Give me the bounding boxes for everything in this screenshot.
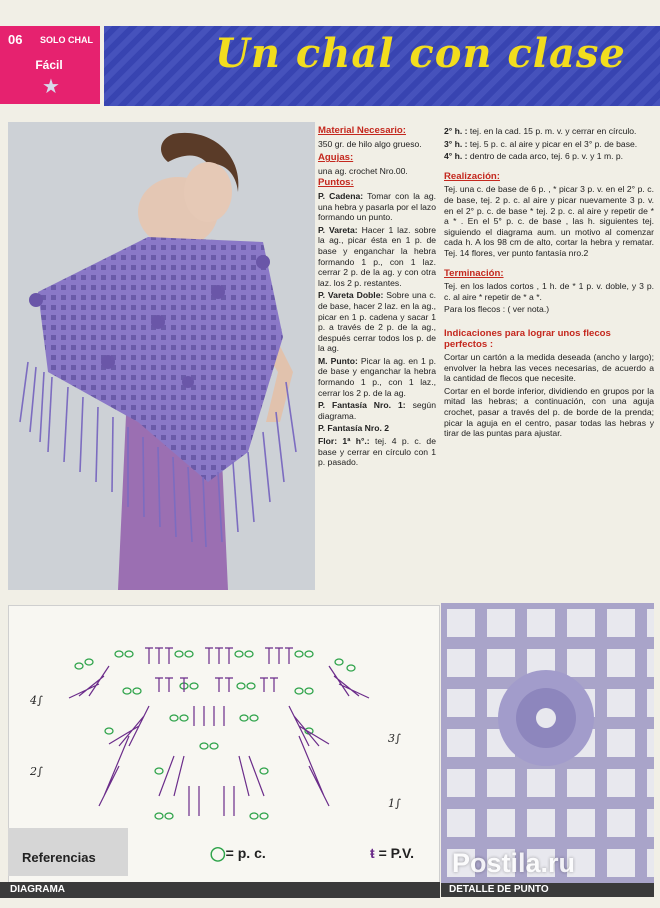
indicaciones-title	[444, 329, 654, 350]
watermark: Postila.ru	[452, 848, 576, 878]
vareta-symbol-icon: ŧ	[370, 845, 375, 861]
flor-row4	[444, 151, 654, 162]
terminacion-title-text: Terminación:	[444, 267, 504, 279]
instructions-column	[444, 122, 654, 441]
stitches-title: Puntos:	[318, 177, 354, 189]
chain-oval-icon: ◯	[210, 845, 226, 861]
row-label-1: 1∫	[388, 797, 401, 810]
section-label: SOLO CHAL	[40, 35, 93, 45]
diagram-caption-bar	[0, 882, 440, 898]
h2-label: 2° h. :	[444, 126, 468, 136]
medio-punto-stitch	[318, 356, 436, 398]
fantasia2-stitch	[318, 423, 436, 434]
cadena-text: Tomar con la ag. una hebra y pasarla por el lazo formando un punto.	[318, 190, 437, 223]
vareta-doble-label: P. Vareta Doble:	[318, 290, 384, 301]
row-label-2: 2∫	[30, 765, 43, 778]
indicaciones-title-text: Indicaciones para lograr unos flecos perfectos :	[444, 327, 611, 350]
vareta-doble-stitch	[318, 290, 436, 354]
indicaciones-p1: Cortar un cartón a la medida deseada (ancho y largo); envolver la hebra las veces necesarias, de acuerdo a la cantidad de flecos que necesite.	[444, 352, 654, 384]
flor-row1	[318, 436, 436, 468]
legend-vareta	[370, 845, 414, 861]
vareta-stitch	[318, 225, 436, 289]
fantasia1-label: P. Fantasía Nro. 1:	[318, 400, 406, 411]
cadena-label: P. Cadena:	[318, 190, 364, 201]
flor-label: Flor: 1ª h°.:	[318, 436, 370, 447]
mpunto-text: Picar la ag. en 1 p. de base y enganchar la hebra formando 1 p., con 1 laz., cerrar los 2 p. de la ag.	[318, 355, 436, 398]
realizacion-title-text: Realización:	[444, 170, 500, 182]
page-title: Un chal con clase	[215, 30, 626, 77]
flecos-text: Para los flecos : ( ver nota.)	[444, 304, 550, 315]
needles-title: Agujas:	[318, 152, 354, 164]
detail-caption-bar	[441, 883, 654, 897]
materials-title: Material Necesario:	[318, 125, 406, 136]
shawl-photo	[8, 122, 315, 590]
materials-text: 350 gr. de hilo algo grueso.	[318, 138, 422, 149]
h4-label: 4° h. :	[444, 151, 468, 162]
h4-text: dentro de cada arco, tej. 6 p. v. y 1 m. p.	[469, 151, 624, 162]
mpunto-label: M. Punto:	[318, 355, 358, 366]
vareta-doble-text: Sobre una c. de base, hacer 2 laz. en la ag., picar en 1 p. cadena y sacar 1 p. a través de 2 p. de la ag., después cerrar todos los p. de la ag.	[318, 290, 436, 354]
vareta-label: P. Vareta:	[318, 224, 358, 235]
flor-text: tej. 4 p. c. de base y cerrar en círculo con 1 p. pasado.	[318, 436, 436, 468]
indicaciones-p2: Cortar en el borde inferior, dividiendo en grupos por la mitad las hebras; a continuación, con una aguja crochet, pasar a través del p. de borde de la prenda; picar la aguja en el centro, pasar todas las hebras y tirar de las puntas para ajustar.	[444, 385, 654, 439]
page-number: 06	[8, 32, 23, 47]
vareta-text: Hacer 1 laz. sobre la ag., picar ésta en 1 p. de base y enganchar la hebra formando 1 p., con 1 laz. cerrar 2 p. de la ag. y con otra laz. los 2 p. restantes.	[318, 224, 436, 288]
h3-text: tej. 5 p. c. al aire y picar en el 3° p. de base.	[469, 138, 638, 149]
difficulty-label: Fácil	[35, 58, 63, 72]
legend-vareta-text: = P.V.	[378, 845, 414, 861]
legend-chain-text: = p. c.	[225, 845, 266, 861]
row-label-4: 4∫	[30, 694, 43, 707]
fantasia2-label: P. Fantasía Nro. 2	[318, 423, 390, 434]
realizacion-text: Tej. una c. de base de 6 p. , * picar 3 p. v. en el 2° p. c. de base, tej. 2 p. c. al aire y picar nuevamente 3 p. v. en el 2° p. c. de base * tej. 2 p. c. al aire y repetir de * a * . En el 5° p. c. de base , las h. siguientes tej. siguiendo el diagrama aum. un motivo al comenzar cada h. A los 98 cm de alto, cortar la hebra y rematar. Tej. 14 flores, ver punto fantasía nro.2	[444, 184, 654, 258]
detail-caption: DETALLE DE PUNTO	[449, 884, 549, 895]
references-label: Referencias	[22, 850, 96, 865]
terminacion-title	[444, 269, 654, 280]
stitch-detail-photo	[441, 603, 654, 883]
cadena-stitch	[318, 191, 436, 223]
legend-chain	[210, 845, 266, 862]
flor-row3	[444, 139, 654, 150]
terminacion-text: Tej. en los lados cortos , 1 h. de * 1 p. v. doble, y 3 p. c. al aire * repetir de * a *.	[444, 281, 654, 302]
fantasia1-text: según diagrama.	[318, 400, 436, 421]
row-label-3: 3∫	[388, 732, 401, 745]
flor-row2	[444, 126, 654, 137]
fantasia1-stitch	[318, 400, 436, 421]
diagram-caption: DIAGRAMA	[10, 884, 65, 895]
materials-column	[318, 122, 436, 470]
h3-label: 3° h. :	[444, 138, 468, 149]
h2-text: tej. en la cad. 15 p. m. v. y cerrar en círculo.	[469, 126, 637, 136]
star-icon: ★	[42, 76, 60, 98]
realizacion-title	[444, 172, 654, 183]
needles-text: una ag. crochet Nro.00.	[318, 165, 408, 176]
